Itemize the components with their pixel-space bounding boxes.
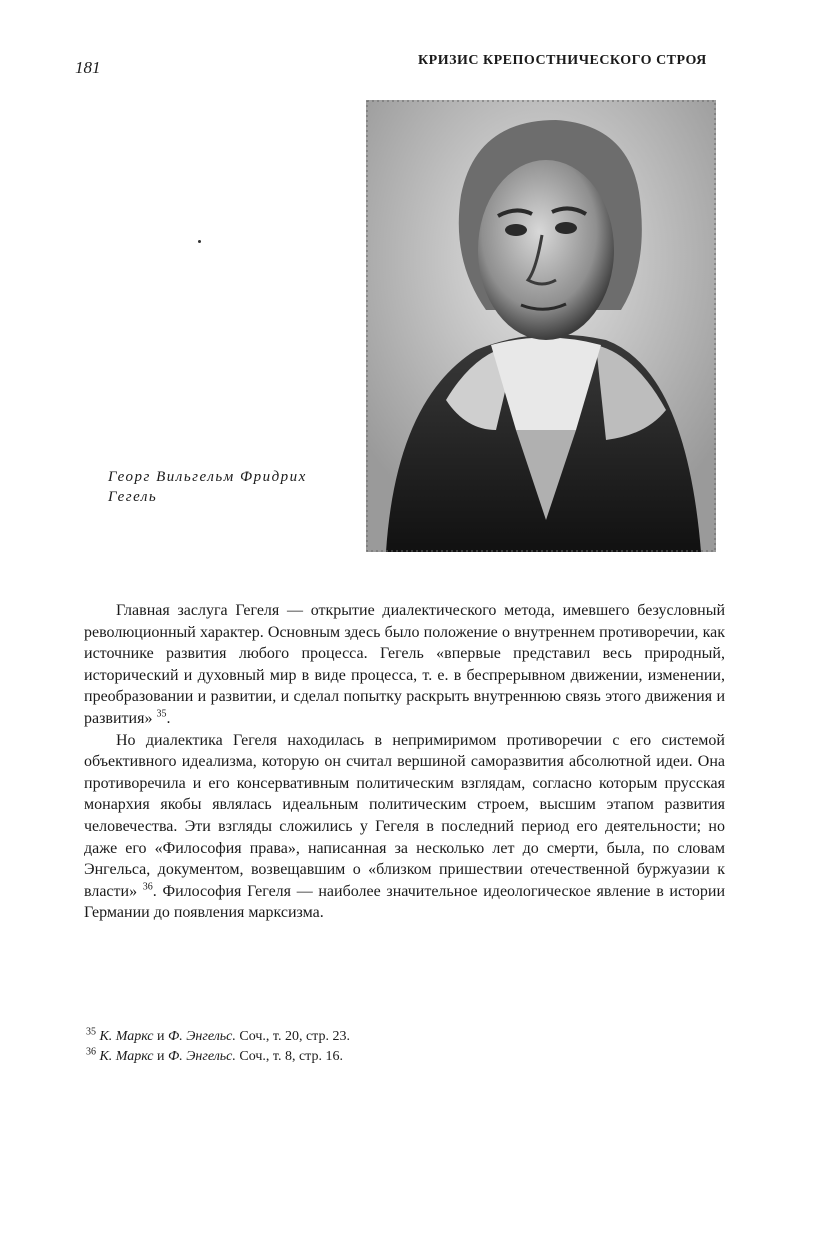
caption-line-1: Георг Вильгельм Фридрих	[108, 469, 307, 485]
footnote-35	[86, 1027, 726, 1047]
paragraph-2-end: . Философия Гегеля — наиболее значительное идеологическое явление в истории Германии до появления марксизма.	[84, 882, 725, 922]
page-number: 181	[75, 58, 101, 77]
footnote-author-2: Ф. Энгельс.	[168, 1029, 236, 1044]
footnote-ref-36: 36	[142, 881, 153, 893]
footnote-source: Соч., т. 8, стр. 16.	[235, 1049, 343, 1064]
paragraph-2	[84, 730, 725, 924]
footnote-number: 36	[86, 1046, 96, 1058]
paragraph-1-end: .	[166, 709, 171, 727]
portrait-caption	[108, 467, 348, 507]
footnote-conjunction: и	[153, 1029, 168, 1044]
paragraph-2-text: Но диалектика Гегеля находилась в непримиримом противоречии с его системой объективного идеализма, которую он считал вершиной саморазвития абсолютной идеи. Она противоречила и его консервативным политическим взглядам, согласно которым прусская монархия якобы являлась идеальным политическим строем, высшим этапом развития человечества. Эти взгляды сложились у Гегеля в последний период его деятельности; но даже его «Философия права», написанная за несколько лет до смерти, была, по словам Энгельса, документом, возвещавшим о «близком пришествии отечественной буржуазии к власти»	[84, 731, 725, 900]
portrait-image	[366, 100, 716, 552]
footnote-36	[86, 1047, 726, 1067]
footnote-ref-35: 35	[156, 708, 167, 720]
stray-dot	[198, 240, 201, 243]
running-head: КРИЗИС КРЕПОСТНИЧЕСКОГО СТРОЯ	[418, 53, 707, 68]
footnote-author: К. Маркс	[99, 1029, 154, 1044]
footnote-conjunction: и	[153, 1049, 168, 1064]
paragraph-1	[84, 600, 725, 730]
footnote-source: Соч., т. 20, стр. 23.	[235, 1029, 350, 1044]
footnote-author: К. Маркс	[99, 1049, 154, 1064]
caption-line-2: Гегель	[108, 489, 158, 505]
footnote-author-2: Ф. Энгельс.	[168, 1049, 236, 1064]
body-text	[84, 600, 725, 924]
footnotes	[86, 1027, 726, 1067]
paragraph-1-text: Главная заслуга Гегеля — открытие диалектического метода, имевшего безусловный революционный характер. Основным здесь было положение о внутреннем противоречии, как источнике развития любого процесса. Гегель «впервые представил весь природный, исторический и духовный мир в виде процесса, т. е. в беспрерывном движении, изменении, преобразовании и развитии, и сделал попытку раскрыть внутреннюю связь этого движения и развития»	[84, 602, 725, 727]
footnote-number: 35	[86, 1026, 96, 1038]
